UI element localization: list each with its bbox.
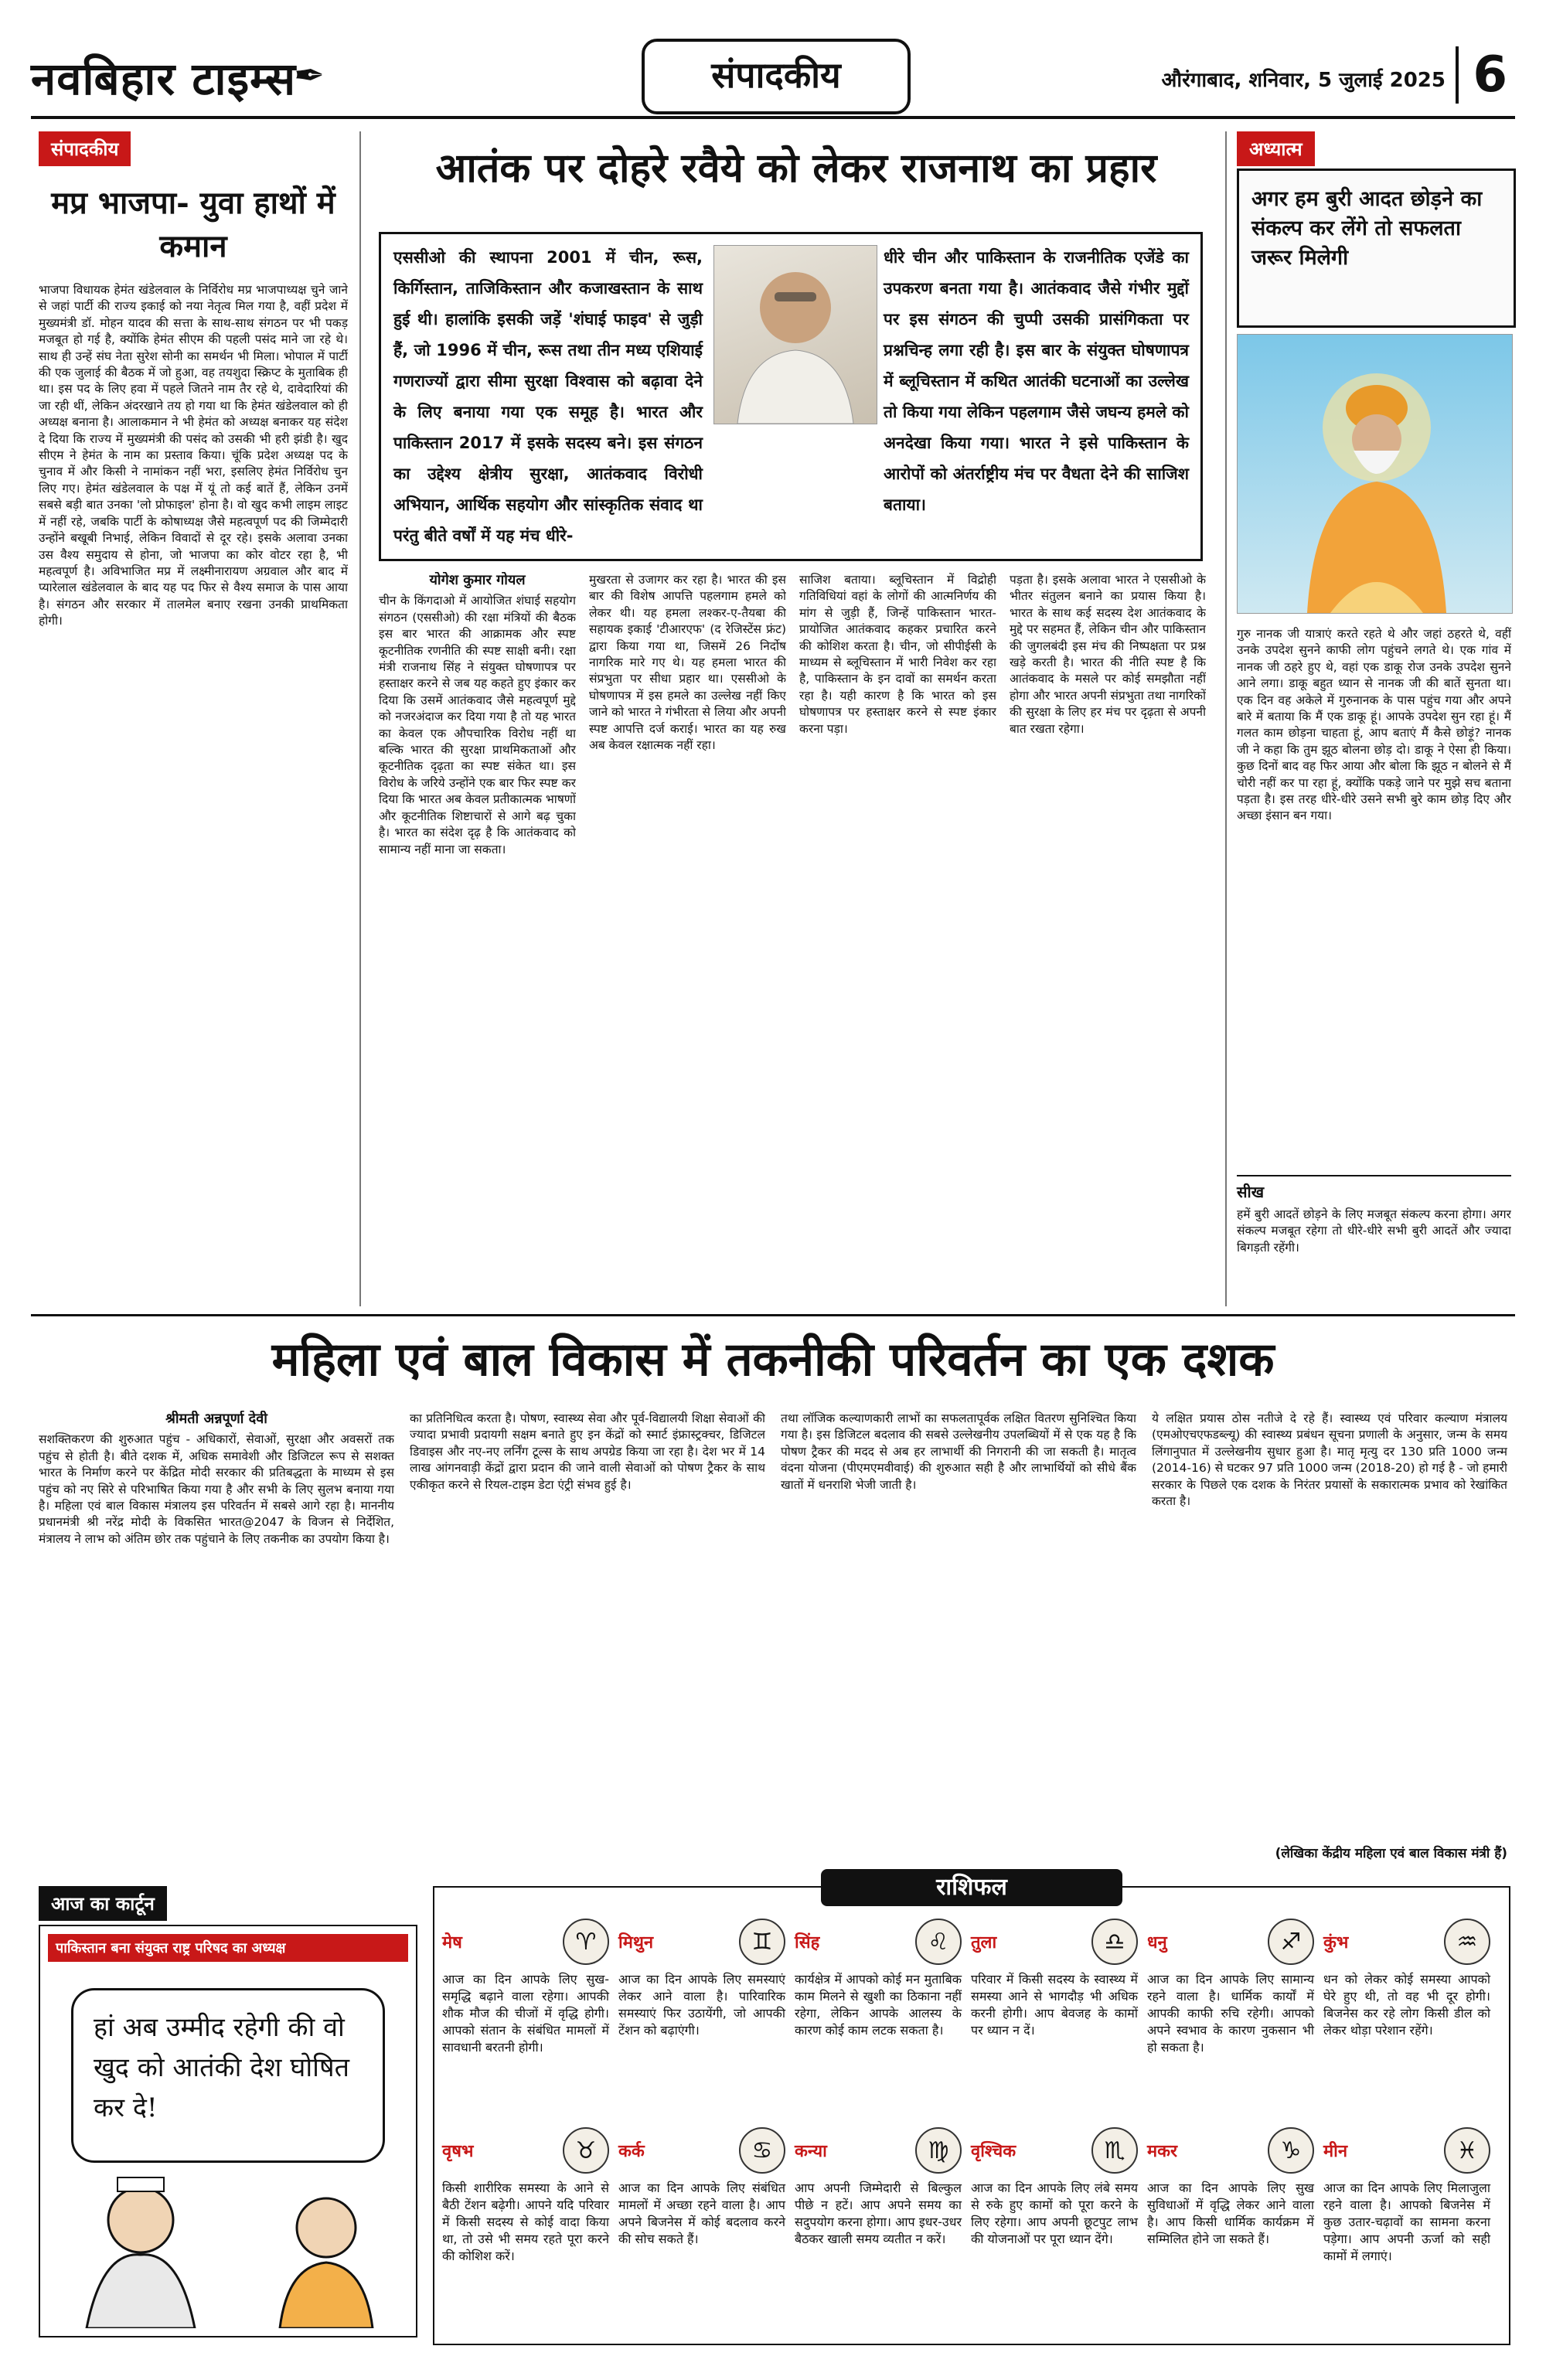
rashi-card [618, 1919, 785, 2120]
zodiac-symbol-icon: ♑ [1268, 2127, 1314, 2174]
byline: योगेश कुमार गोयल [429, 572, 526, 588]
lesson-tag: सीख [1237, 1183, 1265, 1201]
rashi-text: परिवार में किसी सदस्य के स्वास्थ्य में समस्या आने से भागदौड़ भी अधिक करनी होगी। आप बेवजह के कामों पर ध्यान न दें। [971, 1972, 1138, 2038]
rashi-name: तुला [971, 1933, 997, 1953]
rashifal-grid [442, 1919, 1501, 2336]
guru-figure-icon [1238, 335, 1512, 613]
section-divider [31, 1314, 1515, 1316]
second-column-1 [39, 1411, 394, 1874]
rashi-name: वृषभ [442, 2142, 474, 2161]
quill-icon: ✒ [294, 54, 325, 97]
cartoon-tag: आज का कार्टून [39, 1886, 167, 1921]
rajnath-photo [713, 245, 877, 424]
editorial-tag: संपादकीय [39, 131, 131, 166]
rashi-text: आज का दिन आपके लिए संबंधित मामलों में अच्छा रहने वाला है। आप अपने बिजनेस में कोई बदलाव करने की सोच सकते हैं। [618, 2181, 785, 2246]
second-column-3: तथा लॉजिक कल्याणकारी लाभों का सफलतापूर्वक लक्षित वितरण सुनिश्चित किया गया है। इस डिजिटल बदलाव की सबसे उल्लेखनीय उपलब्धियों में से एक यह है कि पोषण ट्रैकर की मदद से अब हर लाभार्थी की निगरानी की जा सकती है। मातृत्व वंदना योजना (पीएमएमवीवाई) की शुरुआत सही है और लाभार्थियों को सीधे बैंक खातों में धनराशि भेजी जाती है। [781, 1411, 1136, 1492]
main-headline: आतंक पर दोहरे रवैये को लेकर राजनाथ का प्रहार [435, 145, 1157, 192]
speech-bubble [71, 1988, 385, 2163]
zodiac-symbol-icon: ♓ [1444, 2127, 1490, 2174]
lesson-text: हमें बुरी आदतें छोड़ने के लिए मजबूत संकल्प करना होगा। अगर संकल्प मजबूत रहेगा तो धीरे-धीरे सभी बुरी आदतें और ज्यादा बिगड़ती रहेंगी। [1237, 1207, 1511, 1255]
rashi-name: सिंह [795, 1933, 820, 1953]
rashi-text: आज का दिन आपके लिए लंबे समय से रुके हुए कामों को पूरा करने के लिए रहेगा। आप अपनी छूटपुट लाभ की योजनाओं पर पूरा ध्यान देंगे। [971, 2181, 1138, 2246]
second-column-4 [1152, 1411, 1507, 1874]
rashi-card [795, 2127, 962, 2328]
rashi-card [1147, 1919, 1314, 2120]
column-text: ये लक्षित प्रयास ठोस नतीजे दे रहे हैं। स्वास्थ्य एवं परिवार कल्याण मंत्रालय (एमओएचएफडब्ल्यू) की स्वास्थ्य प्रबंधन सूचना प्रणाली के अनुसार, जन्म के समय लिंगानुपात में उल्लेखनीय सुधार हुआ है। मातृ मृत्यु दर 130 प्रति 1000 जन्म (2014-16) से घटकर 97 प्रति 1000 जन्म (2018-20) हो गई है - जो हमारी सरकार के पिछले एक दशक के निरंतर प्रयासों के सकारात्मक प्रभाव को रेखांकित करता है। [1152, 1411, 1507, 1509]
column-divider [1225, 131, 1227, 1306]
rashi-card [442, 1919, 609, 2120]
rashi-name: मिथुन [618, 1933, 654, 1953]
zodiac-symbol-icon: ♊ [739, 1919, 785, 1965]
intro-text-right: धीरे चीन और पाकिस्तान के राजनीतिक एजेंडे का उपकरण बनता गया है। आतंकवाद जैसे गंभीर मुद्दों पर इस संगठन की चुप्पी उसकी प्रासंगिकता पर प्रश्नचिन्ह लगा रही है। इस बार के संयुक्त घोषणापत्र में ब्लूचिस्तान में कथित आतंकी घटनाओं का उल्लेख तो किया गया लेकिन पहलगाम जैसे जघन्य हमले को अनदेखा किया गया। भारत ने इसे पाकिस्तान के आरोपों को अंतर्राष्ट्रीय मंच पर वैधता देने की साजिश बताया। [884, 248, 1189, 514]
rashi-text: कार्यक्षेत्र में आपको कोई मन मुताबिक काम मिलने से खुशी का ठिकाना नहीं रहेगा, लेकिन आपके आलस्य के कारण कोई काम लटक सकता है। [795, 1972, 962, 2038]
rashi-card [795, 1919, 962, 2120]
rashi-name: कर्क [618, 2142, 645, 2161]
rashi-text: आज का दिन आपके लिए मिलाजुला रहने वाला है। आपको बिजनेस में कुछ उतार-चढ़ावों का सामना करना पड़ेगा। आप अपनी ऊर्जा को सही कामों में लगाएं। [1323, 2181, 1490, 2263]
cartoon-characters-illustration [56, 2158, 404, 2328]
rashi-card [618, 2127, 785, 2328]
spiritual-tag: अध्यात्म [1237, 131, 1315, 166]
main-article-body [379, 572, 1206, 1306]
zodiac-symbol-icon: ♎ [1091, 1919, 1138, 1965]
guru-nanak-illustration [1237, 334, 1513, 614]
article-column-1 [379, 572, 576, 1306]
rashifal-section [433, 1874, 1510, 2345]
editorial-headline: मप्र भाजपा- युवा हाथों में कमान [51, 185, 335, 264]
rashi-card [971, 1919, 1138, 2120]
page-number: 6 [1456, 46, 1507, 104]
rashi-name: धनु [1147, 1933, 1167, 1953]
article-column-2: मुखरता से उजागर कर रहा है। भारत की इस बार की विशेष आपत्ति पहलगाम हमले को लेकर थी। यह हमला लश्कर-ए-तैयबा की सहायक इकाई 'टीआरएफ' (द रेजिस्टेंस फ्रंट) द्वारा किया गया था, जिसमें 26 निर्दोष नागरिक मारे गए थे। यह हमला भारत की संप्रभुता पर सीधा प्रहार था। एससीओ के घोषणापत्र में इस हमले का उल्लेख नहीं किए जाने को भारत ने गंभीरता से लिया और अपनी स्पष्ट आपत्ति दर्ज कराई। भारत का यह रुख अब केवल रक्षात्मक नहीं रहा। [589, 573, 786, 753]
intro-text-left: एससीओ की स्थापना 2001 में चीन, रूस, किर्गिस्तान, ताजिकिस्तान और कजाखस्तान के साथ हुई थी। हालांकि इसकी जड़ें 'शंघाई फाइव' से जुड़ी हैं, जो 1996 में चीन, रूस तथा तीन मध्य एशियाई गणराज्यों द्वारा सीमा सुरक्षा विश्वास को बढ़ावा देने के लिए बनाया गया एक समूह है। भारत और पाकिस्तान 2017 में इसके सदस्य बने। इस संगठन का उद्देश्य क्षेत्रीय सुरक्षा, आतंकवाद विरोधी अभियान, आर्थिक सहयोग और सांस्कृतिक संवाद था परंतु बीते वर्षों में यह मंच धीरे- [393, 248, 703, 545]
editorial-body: भाजपा विधायक हेमंत खंडेलवाल के निर्विरोध मप्र भाजपाध्यक्ष चुने जाने से जहां पार्टी की राज्य इकाई को नया नेतृत्व मिल गया है, वहीं प्रदेश में मुख्यमंत्री डॉ. मोहन यादव की सत्ता के साथ-साथ संगठन पर भी पकड़ मजबूत हो गई है, क्योंकि हेमंत सीएम की पहली पसंद माने जा रहे थे। साथ ही उन्हें संघ नेता सुरेश सोनी का समर्थन भी मिला। भोपाल में पार्टी की एक जुलाई की बैठक में जो हुआ, वह तयशुदा स्क्रिप्ट के मुताबिक ही था। इस पद के लिए हवा में पहले जितने नाम तैर रहे थे, दावेदारियां की जा रही थीं, लेकिन अंदरखाने तय हो गया था कि हेमंत खंडेलवाल को ही अध्यक्ष बनाना है। आलाकमान ने भी हेमंत को अध्यक्ष बनाकर यह संदेश दे दिया कि राज्य में मुख्यमंत्री की पसंद को उसकी भी हरी झंडी है। खुद सीएम ने हेमंत के नाम का प्रस्ताव किया। चूंकि प्रदेश अध्यक्ष पद के चुनाव में और किसी ने नामांकन नहीं भरा, इसलिए हेमंत निर्विरोध चुन लिए गए। हेमंत खंडेलवाल के पक्ष में यूं तो कई बातें हैं, लेकिन उनमें सबसे बड़ी बात उनका 'लो प्रोफाइल' होना है। वो खुद कभी लाइम लाइट में नहीं रहे, जबकि पार्टी के कोषाध्यक्ष जैसे महत्वपूर्ण पद की जिम्मेदारी उन्होंने बखूबी निभाई, लेकिन विवादों से दूर रहे। इसके अलावा उनका उस वैश्य समुदाय से होना, जो भाजपा का कोर वोटर रहा है, भी महत्वपूर्ण है। अविभाजित मप्र में लक्ष्मीनारायण अग्रवाल और बाद में प्यारेलाल खंडेलवाल के बाद यह पद फिर से वैश्य समाज के पास आया है। संगठन और सरकार में तालमेल बनाए रखना उनकी प्राथमिकता होगी। [39, 283, 348, 628]
rashi-text: आप अपनी जिम्मेदारी से बिल्कुल पीछे न हटें। आप अपने समय का सदुपयोग करना होगा। आप इधर-उधर बैठकर खाली समय व्यतीत न करें। [795, 2181, 962, 2246]
second-article-body [39, 1411, 1507, 1874]
zodiac-symbol-icon: ♈ [563, 1919, 609, 1965]
rashi-text: आज का दिन आपके लिए सुख-समृद्धि बढ़ाने वाला रहेगा। आपकी शौक मौज की चीजों में वृद्धि होगी। आपको संतान के संबंधित मामलों में सावधानी बरतनी होगी। [442, 1972, 609, 2055]
rashi-card [1323, 2127, 1490, 2328]
column-text: चीन के किंगदाओ में आयोजित शंघाई सहयोग संगठन (एससीओ) की रक्षा मंत्रियों की बैठक इस बार भारत की आक्रामक और स्पष्ट कूटनीतिक रणनीति की स्पष्ट साक्षी बनी। रक्षा मंत्री राजनाथ सिंह ने संयुक्त घोषणापत्र पर हस्ताक्षर करने से जब यह कहते हुए इंकार कर दिया कि उसमें आतंकवाद जैसे महत्वपूर्ण मुद्दे को नजरअंदाज कर दिया गया है तो यह भारत का केवल एक औपचारिक विरोध नहीं था बल्कि भारत की सुरक्षा प्राथमिकताओं और कूटनीतिक दृढ़ता का स्पष्ट संकेत था। इस विरोध के जरिये उन्होंने एक बार फिर स्पष्ट कर दिया कि भारत अब केवल प्रतीकात्मक भाषणों और कूटनीतिक शिष्टाचारों से आगे बढ़ चुका है। भारत का संदेश दृढ़ है कि आतंकवाद को सामान्य नहीं माना जा सकता। [379, 594, 576, 856]
rashi-name: मीन [1323, 2142, 1348, 2161]
cartoon-speech: हां अब उम्मीद रहेगी की वो खुद को आतंकी देश घोषित कर दे! [94, 2012, 349, 2123]
editorial-column [39, 131, 348, 1426]
rashi-text: आज का दिन आपके लिए सुख सुविधाओं में वृद्धि लेकर आने वाला है। आप किसी धार्मिक कार्यक्रम में सम्मिलित होने जा सकते हैं। [1147, 2181, 1314, 2246]
rashi-text: किसी शारीरिक समस्या के आने से बैठी टेंशन बढ़ेगी। आपने यदि परिवार में किसी सदस्य से कोई वादा किया था, तो उसे भी समय रहते पूरा करने की कोशिश करें। [442, 2181, 609, 2263]
zodiac-symbol-icon: ♋ [739, 2127, 785, 2174]
rashi-name: कन्या [795, 2142, 827, 2161]
rashifal-title: राशिफल [821, 1869, 1122, 1906]
article-column-4: पड़ता है। इसके अलावा भारत ने एससीओ के भीतर संतुलन बनाने का प्रयास किया है। भारत के साथ कई सदस्य देश आतंकवाद के मुद्दे पर सहमत हैं, लेकिन चीन और पाकिस्तान की जुगलबंदी इस मंच की निष्पक्षता पर प्रश्न खड़े करती है। भारत की नीति स्पष्ट है कि आतंकवाद के मसले पर कोई समझौता नहीं होगा और भारत अपनी संप्रभुता तथा नागरिकों की सुरक्षा के लिए हर मंच पर दृढ़ता से अपनी बात रखता रहेगा। [1010, 573, 1206, 736]
zodiac-symbol-icon: ♉ [563, 2127, 609, 2174]
column-divider [359, 131, 361, 1306]
portrait-illustration [714, 246, 877, 424]
rashi-card [971, 2127, 1138, 2328]
cartoon-section [39, 1886, 417, 2342]
spiritual-column [1237, 131, 1511, 1255]
rashi-text: आज का दिन आपके लिए सामान्य रहने वाला है। धार्मिक कार्यों में आपकी काफी रुचि रहेगी। आपको अपने स्वभाव के कारण नुकसान भी हो सकता है। [1147, 1972, 1314, 2055]
zodiac-symbol-icon: ♐ [1268, 1919, 1314, 1965]
cartoon-frame [39, 1925, 417, 2337]
newspaper-brand: नवबिहार टाइम्स [31, 53, 297, 105]
zodiac-symbol-icon: ♍ [915, 2127, 962, 2174]
second-column-2: का प्रतिनिधित्व करता है। पोषण, स्वास्थ्य सेवा और पूर्व-विद्यालयी शिक्षा सेवाओं की ज्यादा प्रभावी प्रदायगी सक्षम बनाते हुए इन केंद्रों को स्मार्ट इंफ्रास्ट्रक्चर, डिजिटल डिवाइस और नए-नए लर्निंग टूल्स के साथ अपग्रेड किया जा रहा है। देश भर में 14 लाख आंगनवाड़ी केंद्रों द्वारा प्रदान की जाने वाली सेवाओं को पोषण ट्रैकर के साथ एकीकृत करने से रियल-टाइम डेटा एंट्री संभव हुई है। [410, 1411, 765, 1492]
rashi-card [442, 2127, 609, 2328]
rashi-name: मकर [1147, 2142, 1178, 2161]
rashi-card [1147, 2127, 1314, 2328]
zodiac-symbol-icon: ♒ [1444, 1919, 1490, 1965]
cartoon-caption: पाकिस्तान बना संयुक्त राष्ट्र परिषद का अध्यक्ष [48, 1934, 408, 1962]
second-headline: महिला एवं बाल विकास में तकनीकी परिवर्तन का एक दशक [271, 1333, 1275, 1387]
rashi-text: आज का दिन आपके लिए समस्याएं लेकर आने वाला है। पारिवारिक समस्याएं फिर उठायेंगी, जो आपकी टेंशन को बढ़ाएंगी। [618, 1972, 785, 2038]
author-note: (लेखिका केंद्रीय महिला एवं बाल विकास मंत्री हैं) [1275, 1846, 1507, 1861]
rashi-card [1323, 1919, 1490, 2120]
intro-box [379, 232, 1203, 561]
spiritual-headline: अगर हम बुरी आदत छोड़ने का संकल्प कर लेंगे तो सफलता जरूर मिलेगी [1251, 187, 1483, 270]
section-title: संपादकीय [642, 39, 911, 114]
rashi-name: कुंभ [1323, 1933, 1349, 1953]
spiritual-body: गुरु नानक जी यात्राएं करते रहते थे और जहां ठहरते थे, वहीं उनके उपदेश सुनने काफी लोग पहुंचने लगते थे। एक गांव में नानक जी ठहरे हुए थे, वहां एक डाकू रोज उनके उपदेश सुनने आने लगा। डाकू बहुत ध्यान से नानक जी की बातें सुनता था। एक दिन वह अकेले में गुरुनानक के पास पहुंच गया और अपने बारे में बताया कि मैं एक डाकू हूं। आपके उपदेश सुन रहा हूं। मैं गलत काम छोड़ना चाहता हूं, आप बताएं मैं कैसे छोड़ूं? नानक जी ने कहा कि तुम झूठ बोलना छोड़ दो। डाकू ने ऐसा ही किया। कुछ दिनों बाद वह फिर आया और बोला कि झूठ न बोलने से मैं चोरी नहीं कर पा रहा हूं, क्योंकि पकड़े जाने पर मुझे सच बताना पड़ता है। इस तरह धीरे-धीरे उसने सभी बुरे काम छोड़ दिए और अच्छा इंसान बन गया। [1237, 627, 1511, 823]
column-text: सशक्तिकरण की शुरुआत पहुंच - अधिकारों, सेवाओं, सुरक्षा और अवसरों तक पहुंच से होती है। बीते दशक में, अधिक समावेशी और डिजिटल रूप से सशक्त भारत के निर्माण करने पर केंद्रित मोदी सरकार की प्रतिबद्धता के माध्यम से इस पहुंच को नए सिरे से परिभाषित किया गया है और सभी के लिए सुलभ बनाया गया है। महिला एवं बाल विकास मंत्रालय इस परिवर्तन में सबसे आगे रहा है। माननीय प्रधानमंत्री श्री नरेंद्र मोदी के विकसित भारत@2047 के विजन से निर्देशित, मंत्रालय ने लाभ को अंतिम छोर तक पहुंचाने के लिए तकनीक का उपयोग किया है। [39, 1432, 394, 1546]
zodiac-symbol-icon: ♌ [915, 1919, 962, 1965]
masthead [31, 46, 1515, 119]
rashi-text: धन को लेकर कोई समस्या आपको घेरे हुए थी, तो वह भी दूर होगी। बिजनेस कर रहे लोग किसी डील को लेकर थोड़ा परेशान रहेंगे। [1323, 1972, 1490, 2038]
spiritual-headline-box [1237, 169, 1516, 328]
rashi-name: मेष [442, 1933, 462, 1953]
dateline: औरंगाबाद, शनिवार, 5 जुलाई 2025 [1161, 69, 1446, 92]
zodiac-symbol-icon: ♏ [1091, 2127, 1138, 2174]
lesson-section [1237, 1175, 1511, 1292]
article-column-3: साजिश बताया। ब्लूचिस्तान में विद्रोही गतिविधियां वहां के लोगों की आत्मनिर्णय की मांग से जुड़ी हैं, जिन्हें पाकिस्तान भारत-प्रायोजित आतंकवाद कहकर प्रचारित करने की कोशिश करता है। चीन, जो सीपीईसी के माध्यम से ब्लूचिस्तान में भारी निवेश कर रहा है, पाकिस्तान के इन दावों का समर्थन करता रहा है। यही कारण है कि भारत को इस घोषणापत्र पर हस्ताक्षर करने से स्पष्ट इंकार करना पड़ा। [799, 573, 996, 736]
second-byline: श्रीमती अन्नपूर्णा देवी [165, 1411, 267, 1427]
rashi-name: वृश्चिक [971, 2142, 1016, 2161]
